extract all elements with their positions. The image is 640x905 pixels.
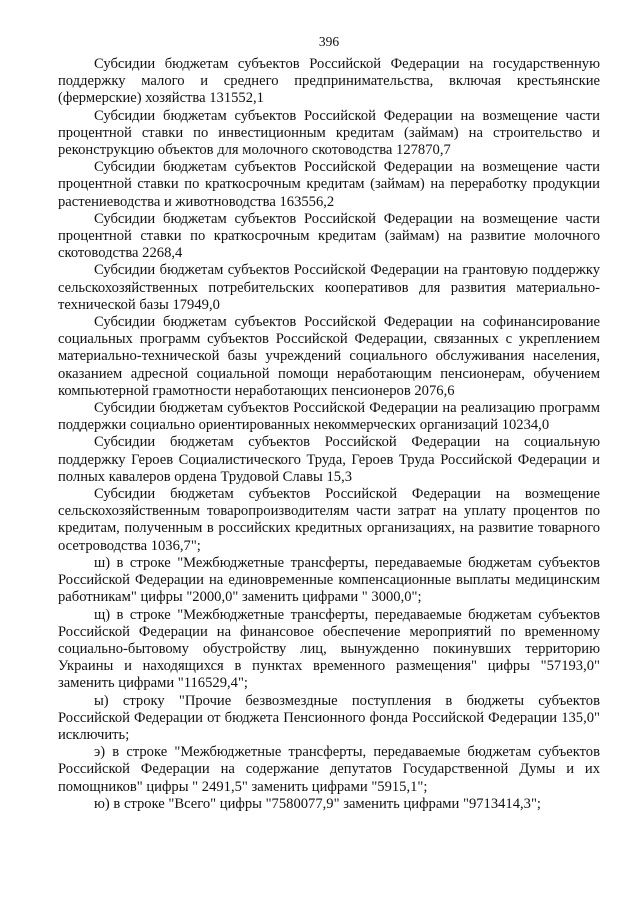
paragraph: Субсидии бюджетам субъектов Российской Федерации на возмещение части процентной ставки по краткосрочным кредитам (займам) на развитие молочного скотоводства 2268,4 <box>58 210 600 262</box>
paragraph: Субсидии бюджетам субъектов Российской Федерации на реализацию программ поддержки социально ориентированных некоммерческих организаций 10234,0 <box>58 400 600 434</box>
paragraph: Субсидии бюджетам субъектов Российской Федерации на возмещение части процентной ставки по краткосрочным кредитам (займам) на переработку продукции растениеводства и животноводства 163556,2 <box>58 159 600 210</box>
paragraph: э) в строке "Межбюджетные трансферты, передаваемые бюджетам субъектов Российской Федерации на содержание депутатов Государственной Думы и их помощников" цифры " 2491,5" заменить цифрами "5915,1"; <box>58 744 600 795</box>
paragraph: Субсидии бюджетам субъектов Российской Федерации на грантовую поддержку сельскохозяйственных потребительских кооперативов для развития материально-технической базы 17949,0 <box>58 262 600 313</box>
paragraph: Субсидии бюджетам субъектов Российской Федерации на возмещение части процентной ставки по инвестиционным кредитам (займам) на строительство и реконструкцию объектов для молочного скотоводства 127870,7 <box>58 107 600 159</box>
paragraph: Субсидии бюджетам субъектов Российской Федерации на государственную поддержку малого и среднего предпринимательства, включая крестьянские (фермерские) хозяйства 131552,1 <box>58 56 600 107</box>
paragraph: Субсидии бюджетам субъектов Российской Федерации на возмещение сельскохозяйственным товаропроизводителям части затрат на уплату процентов по кредитам, полученным в российских кредитных организациях, на развитие товарного осетроводства 1036,7"; <box>58 486 600 554</box>
paragraph: щ) в строке "Межбюджетные трансферты, передаваемые бюджетам субъектов Российской Федерации на финансовое обеспечение мероприятий по временному социально-бытовому обустройству лиц, вынужденно покинувших территорию Украины и находящихся в пунктах временного размещения" цифры "57193,0" заменить цифрами "116529,4"; <box>58 606 600 692</box>
paragraph: Субсидии бюджетам субъектов Российской Федерации на социальную поддержку Героев Социалистического Труда, Героев Труда Российской Федерации и полных кавалеров ордена Трудовой Славы 15,3 <box>58 434 600 485</box>
paragraph: ш) в строке "Межбюджетные трансферты, передаваемые бюджетам субъектов Российской Федерации на единовременные компенсационные выплаты медицинским работникам" цифры "2000,0" заменить цифрами " 3000,0"; <box>58 554 600 606</box>
paragraph: ю) в строке "Всего" цифры "7580077,9" заменить цифрами "9713414,3"; <box>94 795 541 812</box>
page-number: 396 <box>318 34 340 49</box>
paragraph: ы) строку "Прочие безвозмездные поступления в бюджеты субъектов Российской Федерации от бюджета Пенсионного фонда Российской Федерации 135,0" исключить; <box>58 692 600 743</box>
paragraph: Субсидии бюджетам субъектов Российской Федерации на софинансирование социальных программ субъектов Российской Федерации, связанных с укреплением материально-технической базы учреждений социального обслуживания населения, оказанием адресной социальной помощи неработающим пенсионерам, обучением компьютерной грамотности неработающих пенсионеров 2076,6 <box>58 314 600 399</box>
